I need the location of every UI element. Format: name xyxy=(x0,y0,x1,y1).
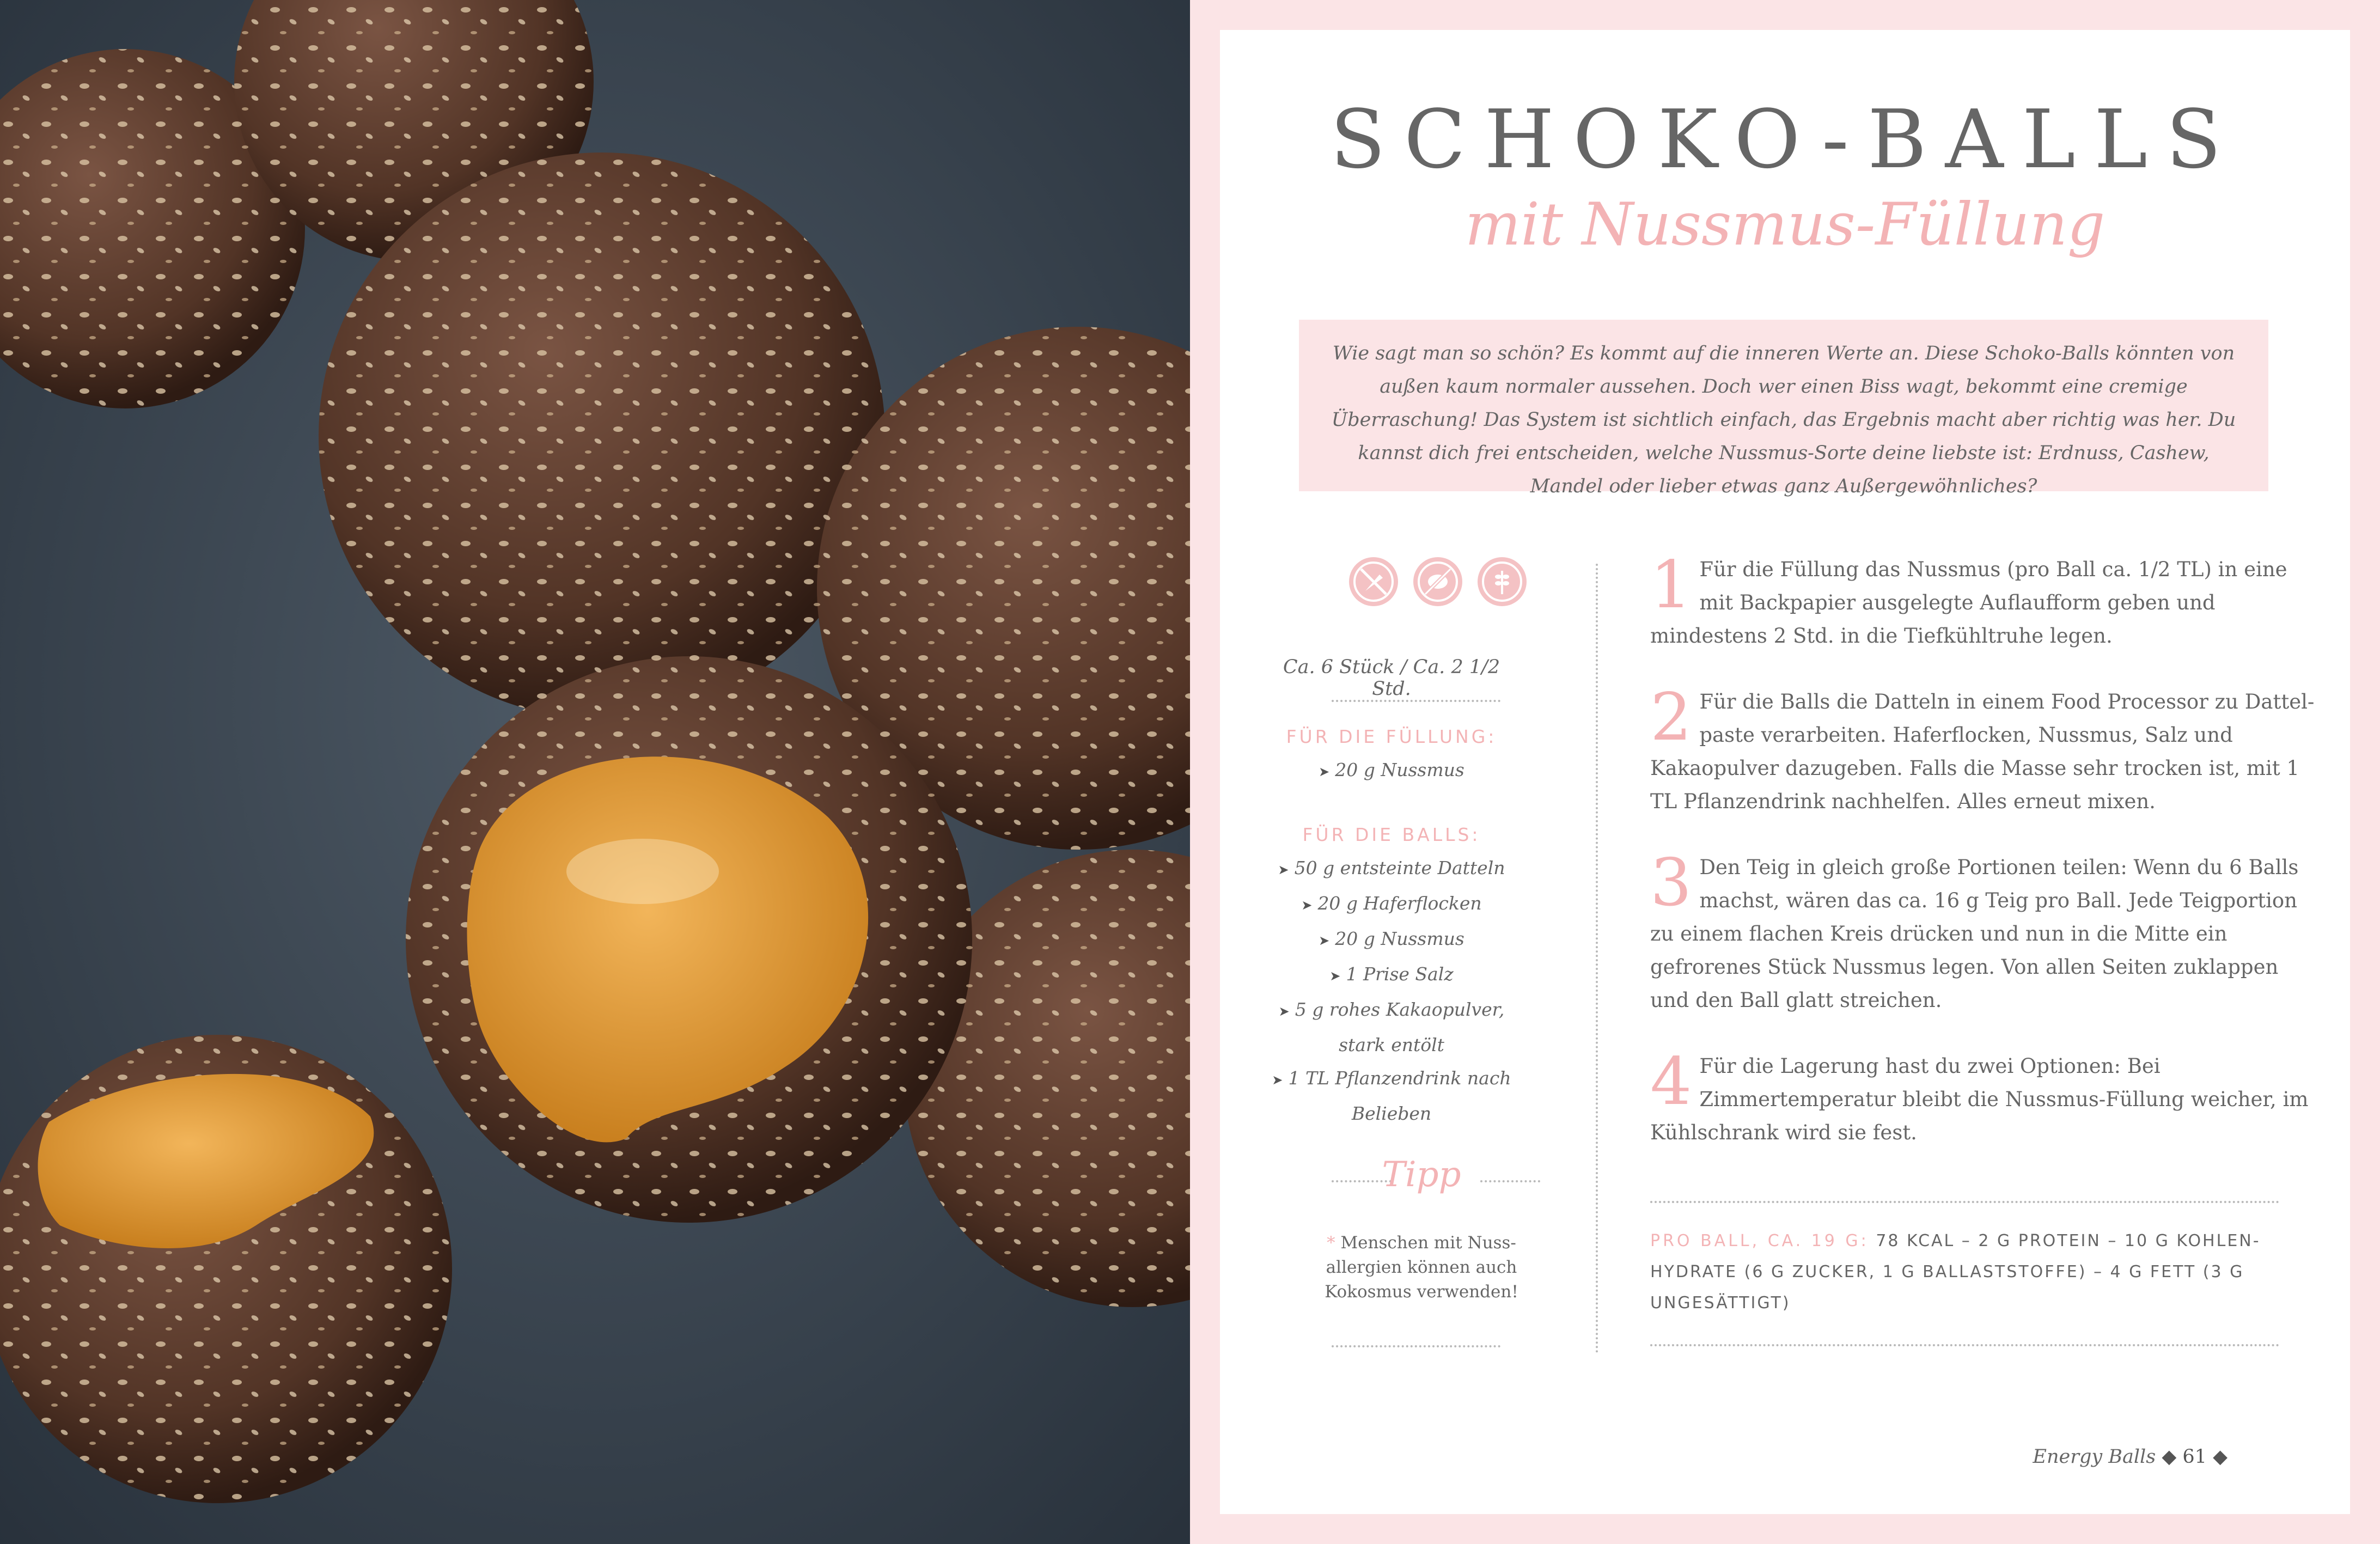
filling-heading: FÜR DIE FÜLLUNG: xyxy=(1286,726,1497,747)
steps-list xyxy=(1650,547,2320,1149)
recipe-subtitle: mit Nussmus-Füllung xyxy=(1464,191,2106,259)
section-name: Energy Balls xyxy=(2033,1446,2156,1468)
recipe-title: SCHOKO-BALLS xyxy=(1330,93,2240,186)
tip-text: * Menschen mit Nuss-allergien können auch Kokosmus verwenden! xyxy=(1325,1233,1518,1302)
ingredient-item: ➤ 20 g Haferflocken xyxy=(1253,887,1530,922)
chocolate-ball-center xyxy=(319,152,885,719)
nutrition-divider-bottom xyxy=(1650,1344,2279,1346)
balls-list xyxy=(1253,851,1530,1130)
ingredient-item: ➤ 1 TL Pflanzendrink nach Belieben xyxy=(1253,1061,1530,1130)
page-number: 61 xyxy=(2182,1446,2207,1468)
ingredient-item: ➤ 1 Prise Salz xyxy=(1253,957,1530,993)
step-3: 3 Den Teig in gleich große Portionen teilen: Wenn du 6 Balls machst, wären das ca. 16 g Teig pro Ball. Jede Teigportion zu einem flachen Kreis drücken und nun in die Mitte ein gefrorenes Stück Nussmus legen. Von allen Seiten zuklappen und den Ball glatt streichen. xyxy=(1650,845,2299,1012)
servings-time: Ca. 6 Stück / Ca. 2 1/2 Std. xyxy=(1283,656,1500,700)
ingredient-item: ➤ 20 g Nussmus xyxy=(1253,753,1530,789)
filling-list xyxy=(1253,753,1530,789)
nutrition-values: 78 KCAL – 2 G PROTEIN – 10 G KOHLEN-HYDRATE (6 G ZUCKER, 1 G BALLASTSTOFFE) – 4 G FETT (3 G UNGESÄTTIGT) xyxy=(1650,1231,2261,1313)
no-wheat-icon xyxy=(1478,557,1527,606)
no-meat-icon xyxy=(1413,557,1462,606)
chocolate-ball-halved xyxy=(0,1035,452,1503)
divider xyxy=(1332,700,1500,702)
tip-divider-bottom xyxy=(1332,1345,1500,1347)
chocolate-ball-filled xyxy=(406,656,972,1223)
nutrition-info xyxy=(1650,1225,2277,1319)
step-4: 4 Für die Lagerung hast du zwei Optionen: Bei Zimmertemperatur bleibt die Nussmus-Füllung weicher, im Kühlschrank wird sie fest. xyxy=(1650,1044,2309,1144)
nutrition-label: PRO BALL, CA. 19 G: xyxy=(1650,1231,1869,1250)
balls-heading: FÜR DIE BALLS: xyxy=(1302,824,1481,845)
step-1: 1 Für die Füllung das Nussmus (pro Ball ca. 1/2 TL) in eine mit Backpapier ausgelegte Auflaufform geben und mindestens 2 Std. in die Tiefkühltruhe legen. xyxy=(1650,547,2287,648)
page-footer: Energy Balls ◆ 61 ◆ xyxy=(2033,1446,2228,1468)
column-divider xyxy=(1596,564,1598,1353)
intro-text: Wie sagt man so schön? Es kommt auf die inneren Werte an. Diese Schoko-Balls könnten von außen kaum normaler aussehen. Doch wer einen Biss wagt, bekommt eine cremige Überraschung! Das System ist sichtlich einfach, das Ergebnis macht aber richtig was her. Du kannst dich frei entscheiden, welche Nussmus-Sorte deine liebste ist: Erdnuss, Cashew, Mandel oder lieber etwas ganz Außergewöhnliches? xyxy=(1299,320,2268,491)
ingredient-item: ➤ 5 g rohes Kakaopulver, stark entölt xyxy=(1253,993,1530,1061)
recipe-page xyxy=(1220,30,2350,1514)
tip-title: Tipp xyxy=(1382,1155,1461,1195)
diet-icons xyxy=(1332,557,1544,606)
tip-divider-right xyxy=(1480,1180,1540,1182)
asterisk: * xyxy=(1327,1233,1335,1253)
no-carrot-icon xyxy=(1349,557,1398,606)
step-2: 2 Für die Balls die Datteln in einem Food Processor zu Dattel-paste verarbeiten. Haferflocken, Nussmus, Salz und Kakaopulver dazugeben. Falls die Masse sehr trocken ist, mit 1 TL Pflanzendrink nachhelfen. Alles erneut mixen. xyxy=(1650,680,2315,813)
nutrition-divider-top xyxy=(1650,1201,2279,1203)
ingredient-item: ➤ 50 g entsteinte Datteln xyxy=(1253,851,1530,887)
ingredient-item: ➤ 20 g Nussmus xyxy=(1253,922,1530,957)
